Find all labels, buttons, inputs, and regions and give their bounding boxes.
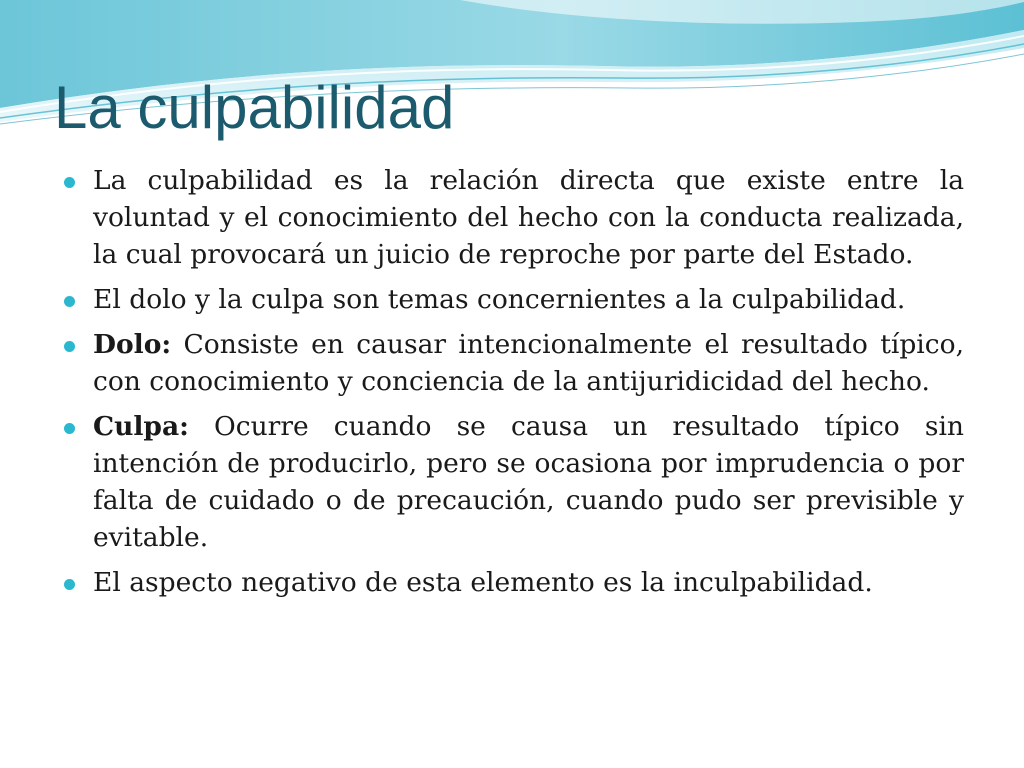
bullet-icon — [64, 423, 75, 434]
bullet-text: El aspecto negativo de esta elemento es la inculpabilidad. — [93, 567, 873, 598]
bullet-item — [54, 162, 964, 273]
bullet-text: Ocurre cuando se causa un resultado típico sin intención de producirlo, pero se ocasiona por imprudencia o por falta de cuidado o de precaución, cuando pudo ser previsible y evitable. — [93, 411, 964, 553]
bullet-text: La culpabilidad es la relación directa que existe entre la voluntad y el conocimiento del hecho con la conducta realizada, la cual provocará un juicio de reproche por parte del Estado. — [93, 165, 964, 270]
bullet-text: El dolo y la culpa son temas concernientes a la culpabilidad. — [93, 284, 906, 315]
bullet-icon — [64, 177, 75, 188]
slide-title: La culpabilidad — [54, 74, 455, 141]
bullet-item — [54, 326, 964, 400]
bullet-list — [54, 162, 964, 609]
bullet-icon — [64, 296, 75, 307]
bullet-item — [54, 564, 964, 601]
bullet-term: Culpa: — [93, 411, 189, 442]
bullet-icon — [64, 341, 75, 352]
bullet-text: Consiste en causar intencionalmente el resultado típico, con conocimiento y conciencia de la antijuridicidad del hecho. — [93, 329, 964, 397]
bullet-icon — [64, 579, 75, 590]
bullet-term: Dolo: — [93, 329, 172, 360]
bullet-item — [54, 281, 964, 318]
bullet-item — [54, 408, 964, 556]
